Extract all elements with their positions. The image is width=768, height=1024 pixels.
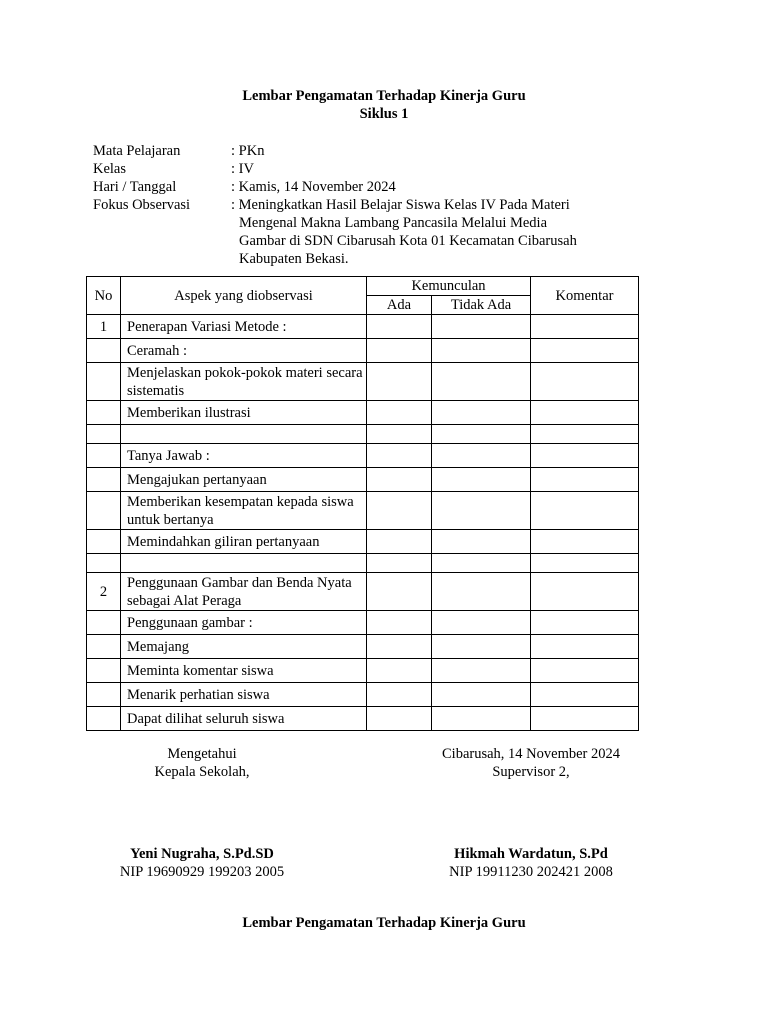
focus-continuation: Gambar di SDN Cibarusah Kota 01 Kecamatan Cibarusah: [239, 233, 577, 249]
cell-ada: [367, 401, 432, 425]
cell-no: [87, 425, 121, 444]
signature-right-nip: NIP 19911230 202421 2008: [449, 864, 613, 880]
cell-tidak-ada: [432, 611, 531, 635]
table-row: [87, 339, 639, 363]
cell-komentar: [531, 339, 639, 363]
info-label: Mata Pelajaran: [93, 143, 181, 159]
header-kemunculan: Kemunculan: [367, 277, 531, 296]
table-row: [87, 315, 639, 339]
cell-tidak-ada: [432, 468, 531, 492]
signature-right-line1: Cibarusah, 14 November 2024: [442, 746, 620, 762]
info-label: Fokus Observasi: [93, 197, 191, 213]
cell-ada: [367, 425, 432, 444]
cell-ada: [367, 492, 432, 530]
cell-komentar: [531, 707, 639, 731]
header-tidak-ada: Tidak Ada: [432, 296, 531, 315]
cell-komentar: [531, 363, 639, 401]
cell-ada: [367, 635, 432, 659]
info-row-focus: [93, 196, 611, 214]
cell-ada: [367, 554, 432, 573]
cell-ada: [367, 659, 432, 683]
cell-no: [87, 683, 121, 707]
info-value: : Meningkatkan Hasil Belajar Siswa Kelas IV Pada Materi: [231, 197, 570, 213]
page-title: Lembar Pengamatan Terhadap Kinerja Guru: [242, 88, 526, 104]
table-row: [87, 444, 639, 468]
signature-left-line2: Kepala Sekolah,: [154, 764, 250, 780]
info-label: Kelas: [93, 161, 127, 177]
cell-tidak-ada: [432, 401, 531, 425]
cell-aspect: Memberikan kesempatan kepada siswa untuk bertanya: [121, 492, 367, 530]
table-row: [87, 401, 639, 425]
cell-komentar: [531, 468, 639, 492]
table-row: [87, 611, 639, 635]
table-row: [87, 707, 639, 731]
cell-komentar: [531, 635, 639, 659]
cell-ada: [367, 611, 432, 635]
cell-ada: [367, 683, 432, 707]
cell-aspect: Menarik perhatian siswa: [121, 683, 367, 707]
cell-ada: [367, 339, 432, 363]
cell-no: [87, 707, 121, 731]
info-value: : IV: [231, 161, 254, 177]
cell-tidak-ada: [432, 530, 531, 554]
cell-aspect: Dapat dilihat seluruh siswa: [121, 707, 367, 731]
signature-left-name: Yeni Nugraha, S.Pd.SD: [130, 846, 274, 862]
page-subtitle: Siklus 1: [359, 106, 409, 122]
focus-continuation: Kabupaten Bekasi.: [239, 251, 349, 267]
cell-ada: [367, 530, 432, 554]
cell-ada: [367, 363, 432, 401]
table-row: [87, 425, 639, 444]
table-row: [87, 635, 639, 659]
cell-aspect: Tanya Jawab :: [121, 444, 367, 468]
cell-no: [87, 401, 121, 425]
signature-left: [102, 745, 302, 881]
cell-no: [87, 659, 121, 683]
cell-aspect: Ceramah :: [121, 339, 367, 363]
cell-tidak-ada: [432, 635, 531, 659]
table-row: [87, 468, 639, 492]
cell-aspect: Meminta komentar siswa: [121, 659, 367, 683]
cell-komentar: [531, 401, 639, 425]
cell-aspect: Memajang: [121, 635, 367, 659]
cell-tidak-ada: [432, 363, 531, 401]
cell-aspect: Memindahkan giliran pertanyaan: [121, 530, 367, 554]
header-ada: Ada: [367, 296, 432, 315]
cell-aspect: Menjelaskan pokok-pokok materi secara sistematis: [121, 363, 367, 401]
cell-tidak-ada: [432, 554, 531, 573]
cell-ada: [367, 315, 432, 339]
cell-no: [87, 554, 121, 573]
info-row-subject: [93, 142, 611, 160]
cell-komentar: [531, 444, 639, 468]
signature-right: [406, 745, 656, 881]
cell-ada: [367, 468, 432, 492]
cell-no: [87, 530, 121, 554]
cell-aspect: [121, 554, 367, 573]
info-row-class: [93, 160, 611, 178]
footer-title: Lembar Pengamatan Terhadap Kinerja Guru: [242, 915, 526, 931]
cell-komentar: [531, 425, 639, 444]
cell-aspect: Penerapan Variasi Metode :: [121, 315, 367, 339]
cell-komentar: [531, 683, 639, 707]
cell-tidak-ada: [432, 315, 531, 339]
focus-continuation: Mengenal Makna Lambang Pancasila Melalui Media: [239, 215, 548, 231]
cell-komentar: [531, 530, 639, 554]
table-row: [87, 683, 639, 707]
table-row: [87, 363, 639, 401]
cell-komentar: [531, 659, 639, 683]
cell-no: [87, 363, 121, 401]
cell-aspect: Memberikan ilustrasi: [121, 401, 367, 425]
info-label: Hari / Tanggal: [93, 179, 177, 195]
table-row: [87, 530, 639, 554]
cell-no: [87, 492, 121, 530]
cell-komentar: [531, 611, 639, 635]
observation-table: [86, 276, 639, 731]
cell-tidak-ada: [432, 683, 531, 707]
info-row-date: [93, 178, 611, 196]
table-row: [87, 554, 639, 573]
cell-no: [87, 339, 121, 363]
cell-no: [87, 468, 121, 492]
cell-tidak-ada: [432, 339, 531, 363]
signature-right-name: Hikmah Wardatun, S.Pd: [454, 846, 608, 862]
signature-right-line2: Supervisor 2,: [492, 764, 570, 780]
cell-tidak-ada: [432, 444, 531, 468]
cell-no: [87, 611, 121, 635]
cell-komentar: [531, 554, 639, 573]
cell-aspect: Mengajukan pertanyaan: [121, 468, 367, 492]
info-value: : PKn: [231, 143, 265, 159]
cell-no: [87, 444, 121, 468]
cell-tidak-ada: [432, 573, 531, 611]
table-row: [87, 659, 639, 683]
cell-ada: [367, 707, 432, 731]
table-header-row: [87, 277, 639, 296]
info-block: [93, 142, 611, 268]
signature-left-line1: Mengetahui: [167, 746, 237, 762]
cell-tidak-ada: [432, 707, 531, 731]
cell-ada: [367, 444, 432, 468]
cell-no: 2: [87, 573, 121, 611]
header-komentar: Komentar: [531, 277, 639, 315]
cell-komentar: [531, 492, 639, 530]
cell-ada: [367, 573, 432, 611]
signature-left-nip: NIP 19690929 199203 2005: [119, 864, 285, 880]
cell-tidak-ada: [432, 425, 531, 444]
cell-komentar: [531, 573, 639, 611]
info-value: : Kamis, 14 November 2024: [231, 179, 396, 195]
header-aspect: Aspek yang diobservasi: [121, 277, 367, 315]
cell-aspect: Penggunaan Gambar dan Benda Nyata sebagai Alat Peraga: [121, 573, 367, 611]
header-no: No: [87, 277, 121, 315]
cell-tidak-ada: [432, 659, 531, 683]
table-row: [87, 492, 639, 530]
cell-tidak-ada: [432, 492, 531, 530]
cell-no: [87, 635, 121, 659]
table-row: [87, 573, 639, 611]
cell-aspect: [121, 425, 367, 444]
cell-no: 1: [87, 315, 121, 339]
cell-aspect: Penggunaan gambar :: [121, 611, 367, 635]
cell-komentar: [531, 315, 639, 339]
